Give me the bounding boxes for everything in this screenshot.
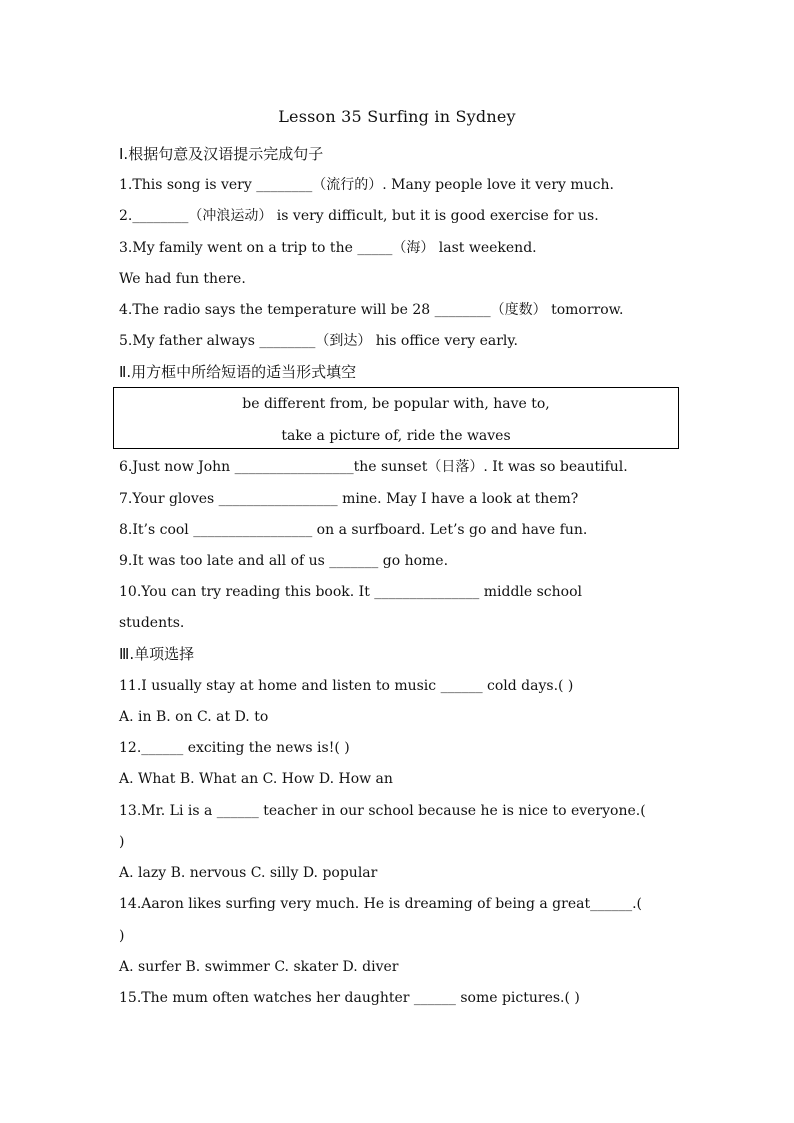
question-text: 11.I usually stay at home and listen to music ______ cold days.( ) xyxy=(119,678,574,694)
question-text: 12.______ exciting the news is!( ) xyxy=(119,740,350,756)
question-text: 4.The radio says the temperature will be 28 ________（度数） tomorrow. xyxy=(119,302,624,318)
question-text: 7.Your gloves _________________ mine. May I have a look at them? xyxy=(119,491,579,507)
question-text: 6.Just now John _________________the sunset（日落）. It was so beautiful. xyxy=(119,459,628,475)
section-heading: Ⅲ.单项选择 xyxy=(119,645,195,663)
phrase-box xyxy=(113,387,679,449)
section-heading: Ⅰ.根据句意及汉语提示完成句子 xyxy=(119,145,324,163)
phrase-box-line: take a picture of, ride the waves xyxy=(281,428,511,444)
question-text: 15.The mum often watches her daughter ______ some pictures.( ) xyxy=(119,990,580,1006)
question-text: 5.My father always ________（到达） his office very early. xyxy=(119,333,518,349)
question-text: 8.It’s cool _________________ on a surfboard. Let’s go and have fun. xyxy=(119,522,588,538)
question-text: 10.You can try reading this book. It _______________ middle school xyxy=(119,584,582,600)
question-text: 2.________（冲浪运动） is very difficult, but it is good exercise for us. xyxy=(119,208,599,224)
question-text: 3.My family went on a trip to the _____（海） last weekend. xyxy=(119,240,537,256)
page-title: Lesson 35 Surfing in Sydney xyxy=(278,107,516,126)
question-text: students. xyxy=(119,615,185,631)
section-heading: Ⅱ.用方框中所给短语的适当形式填空 xyxy=(119,363,357,381)
answer-options: A. surfer B. swimmer C. skater D. diver xyxy=(119,959,399,975)
question-text: We had fun there. xyxy=(119,271,246,287)
question-text: 13.Mr. Li is a ______ teacher in our school because he is nice to everyone.( xyxy=(119,803,646,819)
answer-options: A. lazy B. nervous C. silly D. popular xyxy=(119,865,378,881)
question-text: 1.This song is very ________（流行的）. Many people love it very much. xyxy=(119,177,614,193)
question-text: 14.Aaron likes surfing very much. He is dreaming of being a great______.( xyxy=(119,896,642,912)
answer-options: A. in B. on C. at D. to xyxy=(119,709,269,725)
question-text: ) xyxy=(119,834,125,850)
answer-options: A. What B. What an C. How D. How an xyxy=(119,771,393,787)
question-text: 9.It was too late and all of us _______ go home. xyxy=(119,553,449,569)
phrase-box-line: be different from, be popular with, have to, xyxy=(242,396,550,412)
question-text: ) xyxy=(119,928,125,944)
